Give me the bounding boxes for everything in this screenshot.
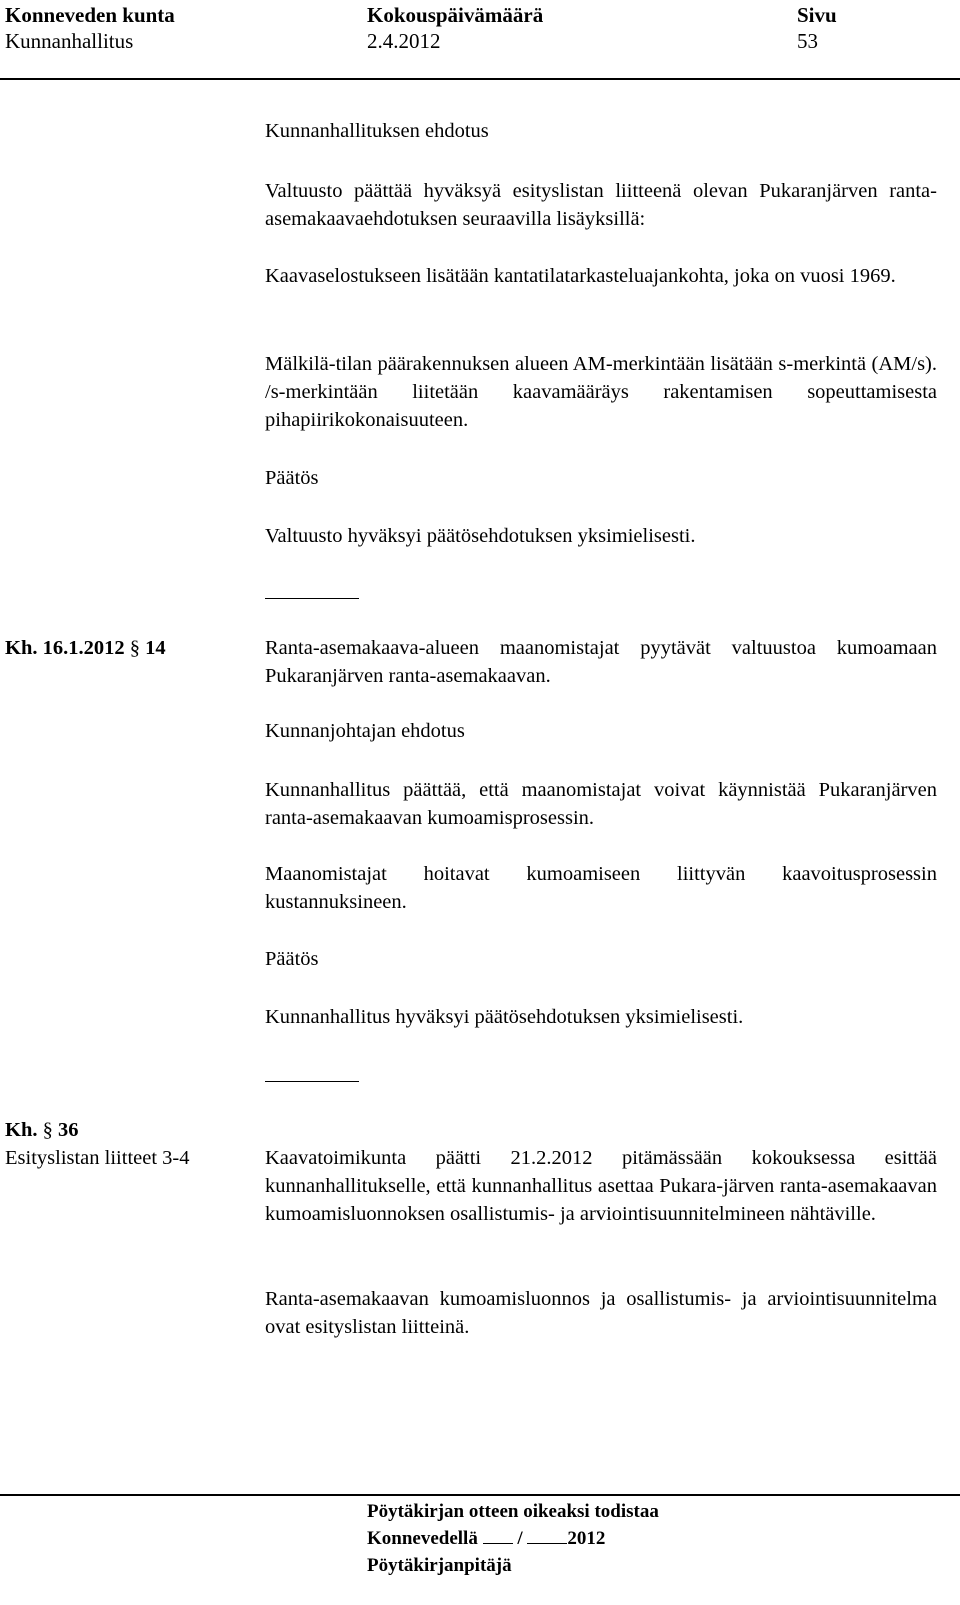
mayor-proposal-heading: Kunnanjohtajan ehdotus [265,720,465,742]
section2-reference [5,634,166,662]
header-meeting-date [367,2,543,54]
meeting-date-value: 2.4.2012 [367,29,441,53]
section3-ref-prefix: Kh. [5,1119,38,1141]
section1-decision-text: Valtuusto hyväksyi päätösehdotuksen yksimielisesti. [265,525,696,547]
section-sign: § [129,637,140,659]
place-name: Konnevedellä [367,1528,478,1549]
section2-paragraph-1: Kunnanhallitus päättää, että maanomistajat voivat käynnistää Pukaranjärven ranta-asemakaavan kumoamisprosessin. [265,779,937,829]
section3-ref-number: 36 [57,1119,79,1141]
section2-intro: Ranta-asemakaava-alueen maanomistajat pyytävät valtuustoa kumoamaan Pukaranjärven ranta-asemakaavan. [265,637,937,687]
section2-ref-prefix: Kh. 16.1.2012 [5,637,125,659]
section-divider [265,598,359,599]
section3-reference [5,1116,78,1144]
month-blank [527,1525,567,1544]
footer-year: 2012 [567,1528,606,1549]
section1-paragraph-3: Mälkilä-tilan päärakennuksen alueen AM-merkintään lisätään s-merkintä (AM/s). /s-merkintään liitetään kaavamääräys rakentamisen sopeuttamisesta pihapiirikokonaisuuteen. [265,353,937,431]
header-organization [5,2,175,54]
section1-paragraph-1: Valtuusto päättää hyväksyä esityslistan liitteenä olevan Pukaranjärven ranta-asemakaavaehdotuksen seuraavilla lisäyksillä: [265,180,937,230]
section3-paragraph-2: Ranta-asemakaavan kumoamisluonnos ja osallistumis- ja arviointisuunnitelma ovat esityslistan liitteinä. [265,1288,937,1338]
meeting-date-label: Kokouspäivämäärä [367,3,544,27]
certification-line: Pöytäkirjan otteen oikeaksi todistaa [367,1501,659,1522]
section2-ref-number: 14 [145,637,166,659]
date-separator: / [517,1528,523,1549]
footer-divider [0,1494,960,1496]
section2-paragraph-2: Maanomistajat hoitavat kumoamiseen liittyvän kaavoitusprosessin kustannuksineen. [265,863,937,913]
section1-decision-heading: Päätös [265,467,319,489]
secretary-line: Pöytäkirjanpitäjä [367,1555,512,1576]
section-divider [265,1081,359,1082]
body-name: Kunnanhallitus [5,29,134,53]
board-proposal-heading: Kunnanhallituksen ehdotus [265,120,489,142]
day-blank [483,1525,513,1544]
section2-decision-heading: Päätös [265,948,319,970]
section3-paragraph-1: Kaavatoimikunta päätti 21.2.2012 pitämässään kokouksessa esittää kunnanhallitukselle, että kunnanhallitus asettaa Pukara-järven ranta-asemakaavan kumoamisluonnoksen osallistumis- ja arviointisuunnitelmineen nähtäville. [265,1147,937,1225]
page-label: Sivu [797,3,837,27]
section1-paragraph-2: Kaavaselostukseen lisätään kantatilatarkasteluajankohta, joka on vuosi 1969. [265,265,896,287]
page-header [0,0,960,80]
place-date-line [367,1525,659,1552]
organization-name: Konneveden kunta [5,3,175,27]
page-footer [367,1498,659,1579]
attachments-label: Esityslistan liitteet 3-4 [5,1147,190,1169]
header-page [797,2,837,54]
page-number: 53 [797,29,818,53]
section2-decision-text: Kunnanhallitus hyväksyi päätösehdotuksen yksimielisesti. [265,1006,744,1028]
section-sign: § [42,1119,53,1141]
